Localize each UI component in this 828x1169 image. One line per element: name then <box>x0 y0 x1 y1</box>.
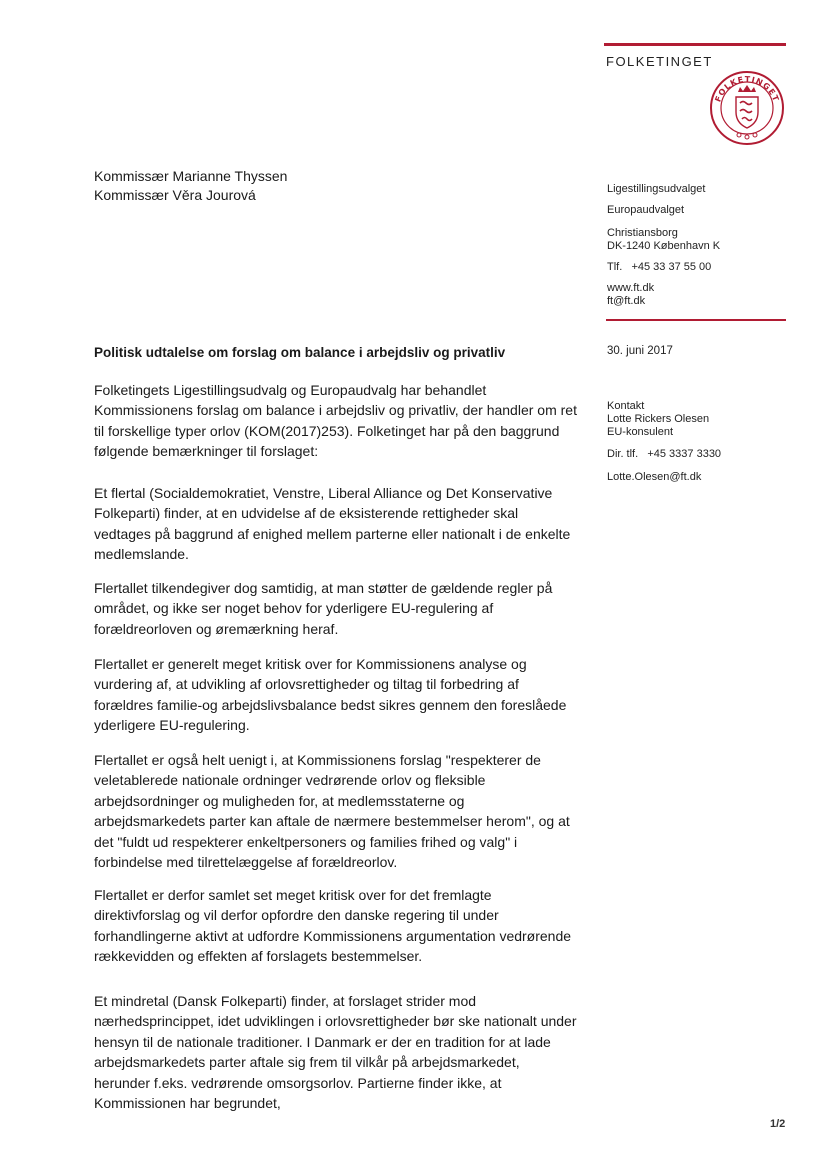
page-number: 1/2 <box>770 1118 786 1130</box>
recipients-block <box>94 167 287 205</box>
contact-title: EU-konsulent <box>607 426 674 438</box>
recipient-2: Kommissær Věra Jourová <box>94 187 256 203</box>
body-paragraph-3: Flertallet tilkendegiver dog samtidig, at man støtter de gældende regler på området, og ikke ser noget behov for yderligere EU-regulering af forældreorloven og øremærkning heraf. <box>94 580 553 637</box>
info-divider <box>606 319 786 321</box>
body-paragraph-4: Flertallet er generelt meget kritisk over for Kommissionens analyse og vurdering af, at udvikling af orlovsrettigheder og tiltag til forbedring af forældres familie-og arbejdslivsbalance bedst sikres gennem den foreslåede yderligere EU-regulering. <box>94 656 567 734</box>
body-paragraph-5: Flertallet er også helt uenigt i, at Kommissionens forslag "respekterer de veletablerede nationale ordninger vedrørende orlov og fleksible arbejdsordninger og muligheden for, at medlemsstaterne og arbejdsmarkedets parter kan aftale de nærmere bestemmelser herom", og at det "fuldt ud respekterer enkeltpersoners og families frihed og valg" i forbindelse med tilrettelæggelse af forældreorlov. <box>94 752 570 871</box>
sender-email-link[interactable]: ft@ft.dk <box>607 295 646 307</box>
body-paragraph-2: Et flertal (Socialdemokratiet, Venstre, Liberal Alliance og Det Konservative Folkeparti) finder, at en udvidelse af de eksisterende rettigheder skal vedtages på baggrund af enighed mellem parterne eller nationalt i de enkelte medlemslande. <box>94 485 571 563</box>
sender-address-line-1: Christiansborg <box>607 227 678 239</box>
organization-name: FOLKETINGET <box>606 54 713 69</box>
contact-email-link[interactable]: Lotte.Olesen@ft.dk <box>607 471 702 483</box>
sender-committee-2: Europaudvalget <box>607 204 685 216</box>
folketinget-seal-logo <box>709 70 785 146</box>
sender-address-line-2: DK-1240 København K <box>607 240 721 252</box>
recipient-1: Kommissær Marianne Thyssen <box>94 168 288 184</box>
sender-phone: Tlf. +45 33 37 55 00 <box>607 261 712 273</box>
contact-name: Lotte Rickers Olesen <box>607 413 710 425</box>
body-paragraph-6: Flertallet er derfor samlet set meget kritisk over for det fremlagte direktivforslag og vil derfor opfordre den danske regering til under forhandlingerne aktivt at udfordre Kommissionens argumentation vedrørende rækkevidden og effekten af forslagets bestemmelser. <box>94 887 572 965</box>
letter-date: 30. juni 2017 <box>607 345 673 357</box>
body-paragraph-7: Et mindretal (Dansk Folkeparti) finder, at forslaget strider mod nærhedsprincippet, idet udviklingen i orlovsrettigheder bør ske nationalt under hensyn til de nationale traditioner. I Danmark er der en tradition for at lade arbejdsmarkedets parter aftale sig frem til vilkår på arbejdsmarkedet, herunder f.eks. vedrørende omsorgsorlov. Partierne finder ikke, at Kommissionen har begrundet, <box>94 993 577 1112</box>
body-paragraph-1: Folketingets Ligestillingsudvalg og Europaudvalg har behandlet Kommissionens forslag om balance i arbejdsliv og privatliv, der handler om ret til forskellige typer orlov (KOM(2017)253). Folketinget har på den baggrund følgende bemærkninger til forslaget: <box>94 382 577 460</box>
letter-subject: Politisk udtalelse om forslag om balance i arbejdsliv og privatliv <box>94 345 506 360</box>
letterhead-rule <box>604 43 786 46</box>
contact-direct-phone: Dir. tlf. +45 3337 3330 <box>607 448 722 460</box>
contact-label: Kontakt <box>607 400 645 412</box>
svg-text:FOLKETINGET: FOLKETINGET <box>713 74 781 104</box>
sender-website-link[interactable]: www.ft.dk <box>607 282 655 294</box>
sender-committee-1: Ligestillingsudvalget <box>607 183 706 195</box>
